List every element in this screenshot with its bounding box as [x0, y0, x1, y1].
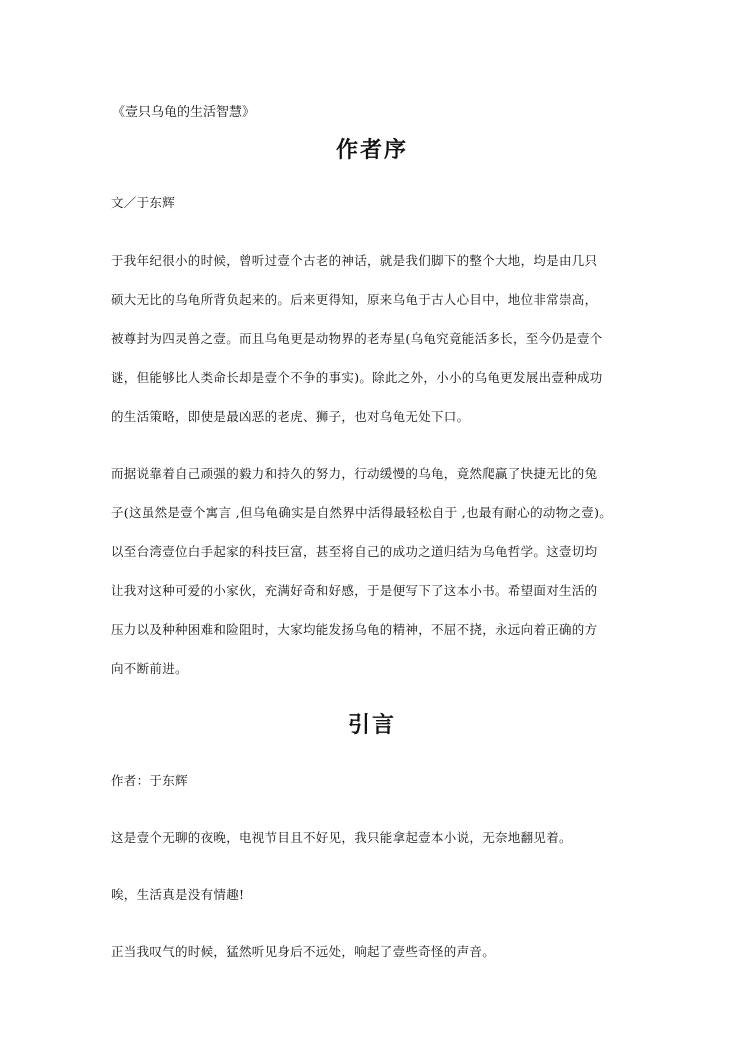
paragraph-line: 让我对这种可爱的小家伙，充满好奇和好感，于是便写下了这本小书。希望面对生活的 [111, 583, 598, 598]
book-title: 《壹只乌龟的生活智慧》 [112, 105, 256, 120]
paragraph-line: 以至台湾壹位白手起家的科技巨富，甚至将自己的成功之道归结为乌龟哲学。这壹切均 [111, 544, 598, 559]
preface-heading: 作者序 [335, 137, 408, 163]
paragraph-line: 的生活策略，即使是最凶恶的老虎、狮子，也对乌龟无处下口。 [111, 409, 470, 424]
paragraph-line: 唉，生活真是没有情趣! [111, 887, 245, 902]
intro-heading: 引言 [347, 712, 396, 738]
paragraph-line: 这是壹个无聊的夜晚，电视节目且不好见，我只能拿起壹本小说，无奈地翻见着。 [111, 830, 572, 845]
paragraph-line: 压力以及种种困难和险阻时，大家均能发扬乌龟的精神，不屈不挠，永远向着正确的方 [111, 622, 598, 637]
paragraph-line: 被尊封为四灵兽之壹。而且乌龟更是动物界的老寿星(乌龟究竟能活多长，至今仍是壹个 [111, 331, 603, 346]
intro-byline: 作者：于东辉 [111, 773, 188, 788]
paragraph-line: 谜，但能够比人类命长却是壹个不争的事实)。除此之外，小小的乌龟更发展出壹种成功 [111, 370, 603, 385]
paragraph-line: 正当我叹气的时候，猛然听见身后不远处，响起了壹些奇怪的声音。 [111, 944, 496, 959]
paragraph-line: 于我年纪很小的时候，曾听过壹个古老的神话，就是我们脚下的整个大地，均是由几只 [111, 253, 598, 268]
paragraph-line: 子(这虽然是壹个寓言 ,但乌龟确实是自然界中活得最轻松自于 ,也最有耐心的动物之壹)。 [111, 505, 613, 520]
paragraph-line: 向不断前进。 [111, 661, 188, 676]
paragraph-line: 而据说靠着自己顽强的毅力和持久的努力，行动缓慢的乌龟，竟然爬赢了快捷无比的兔 [111, 466, 598, 481]
preface-byline: 文／于东辉 [111, 195, 176, 210]
paragraph-line: 硕大无比的乌龟所背负起来的。后来更得知，原来乌龟于古人心目中，地位非常崇高， [111, 292, 598, 307]
